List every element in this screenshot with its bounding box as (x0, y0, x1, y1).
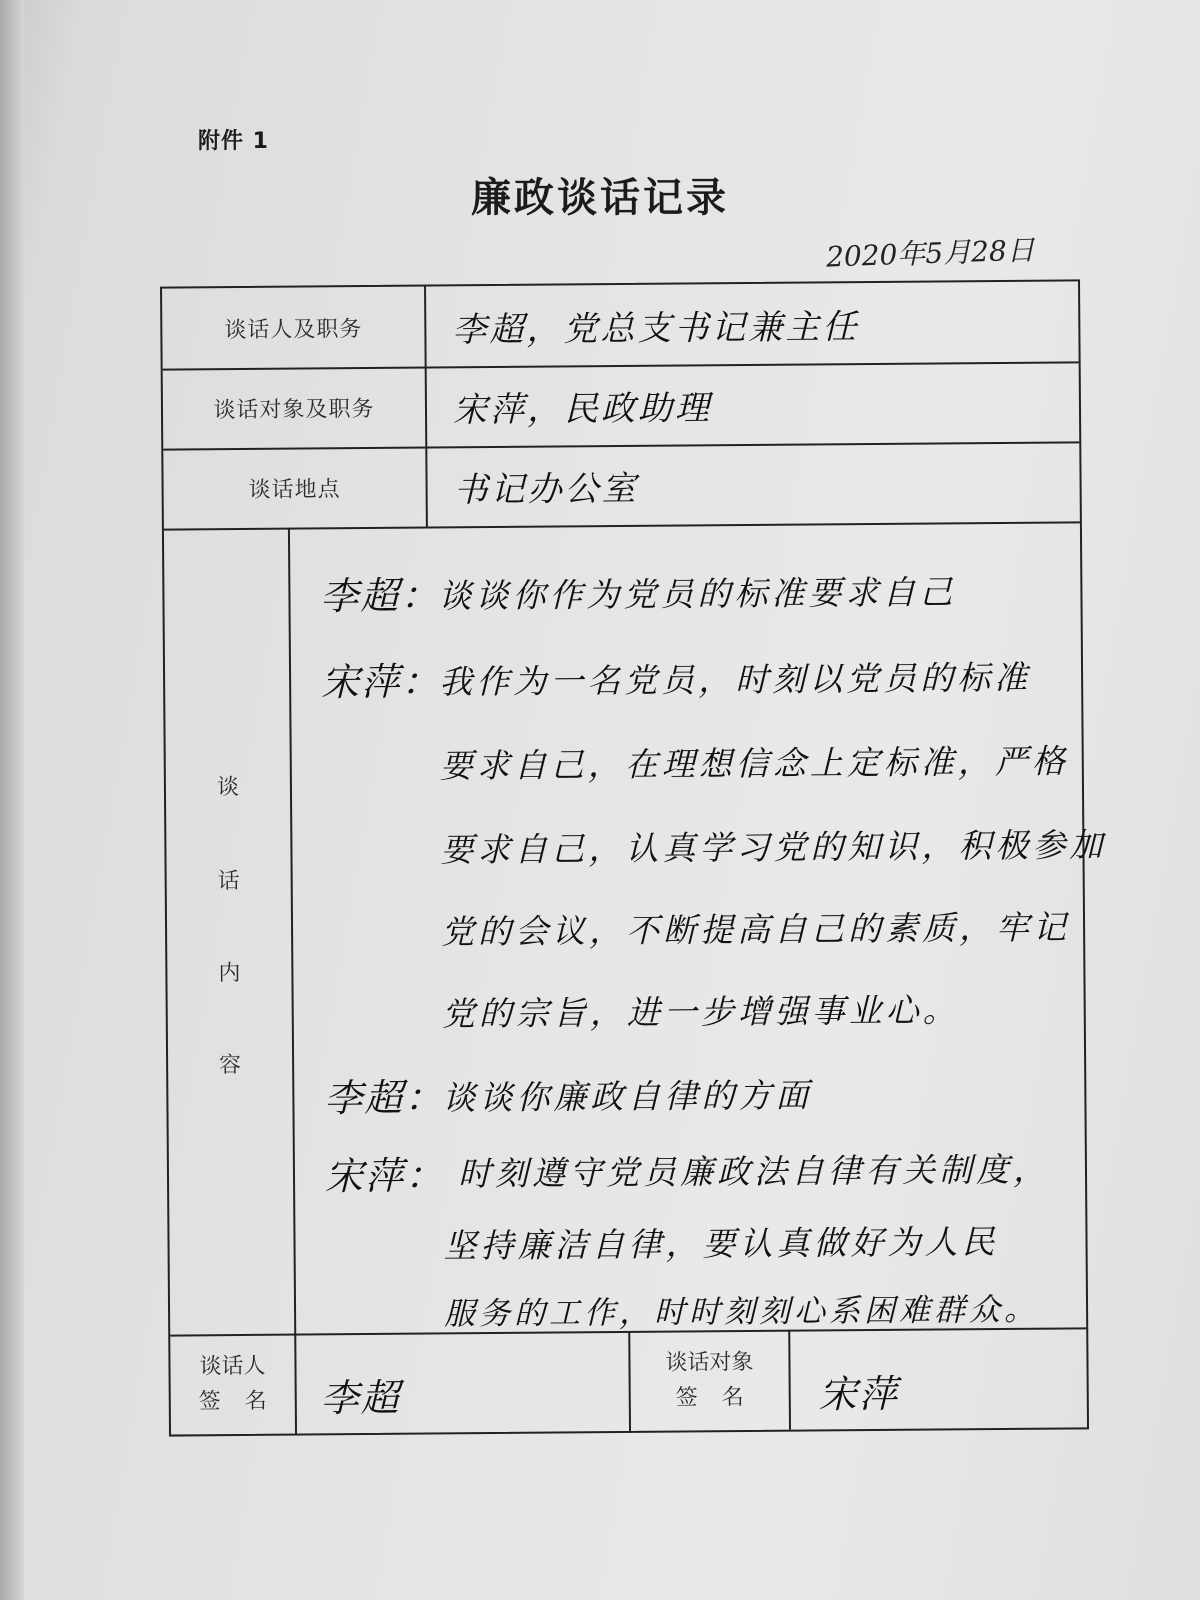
document-title: 廉政谈话记录 (471, 175, 729, 221)
target-value: 宋萍，民政助理 (452, 387, 713, 430)
speaker-label: 李超： (320, 573, 441, 619)
transcript-line: 时刻遵守党员廉政法自律有关制度， (457, 1149, 1051, 1194)
handwritten-date: 2020年5月28日 (825, 233, 1036, 274)
content-label-char: 话 (217, 869, 240, 895)
transcript-line: 谈谈你作为党员的标准要求自己 (438, 572, 957, 616)
transcript-line: 党的宗旨，进一步增强事业心。 (441, 990, 960, 1034)
target-signature: 宋萍 (818, 1371, 899, 1417)
transcript-line: 谈谈你廉政自律的方面 (442, 1075, 813, 1118)
speaker-label: 李超： (324, 1075, 445, 1121)
signature-row (170, 1327, 1087, 1434)
transcript-line: 坚持廉洁自律，要认真做好为人民 (443, 1222, 999, 1266)
target-signature-label-line2: 签名 (675, 1384, 768, 1411)
transcript-line: 我作为一名党员，时刻以党员的标准 (438, 657, 1032, 702)
target-signature-label (628, 1330, 791, 1431)
transcript-line: 党的会议，不断提高自己的素质，牢记 (440, 907, 1071, 952)
location-label: 谈话地点 (163, 447, 428, 529)
target-signature-label-line1: 谈话对象 (665, 1349, 754, 1376)
target-label: 谈话对象及职务 (163, 367, 428, 449)
location-value: 书记办公室 (453, 468, 639, 510)
attachment-label: 附件 1 (198, 129, 269, 154)
content-label-char: 容 (219, 1053, 242, 1079)
talker-row (162, 281, 1079, 370)
transcript-line: 服务的工作，时时刻刻心系困难群众。 (443, 1291, 1040, 1333)
page-edge (0, 0, 24, 1600)
transcript-line: 要求自己，在理想信念上定标准，严格 (439, 741, 1069, 786)
talker-label: 谈话人及职务 (162, 287, 427, 369)
talker-signature-label-line1: 谈话人 (199, 1353, 266, 1380)
talker-signature-label (170, 1334, 297, 1435)
transcript-line: 要求自己，认真学习党的知识，积极参加 (440, 825, 1107, 870)
talk-transcript (288, 521, 1107, 1333)
talker-signature: 李超 (320, 1375, 401, 1421)
speaker-label: 宋萍： (324, 1153, 446, 1199)
location-row (163, 441, 1080, 530)
target-row (163, 361, 1080, 450)
talker-value: 李超，党总支书记兼主任 (452, 306, 860, 350)
record-form (160, 279, 1107, 1436)
speaker-label: 宋萍： (320, 659, 442, 705)
talker-signature-label-line2: 签名 (198, 1388, 291, 1415)
content-label-char: 内 (218, 961, 241, 987)
content-label (164, 528, 296, 1335)
content-label-char: 谈 (216, 775, 240, 801)
talk-content-section (164, 521, 1107, 1336)
